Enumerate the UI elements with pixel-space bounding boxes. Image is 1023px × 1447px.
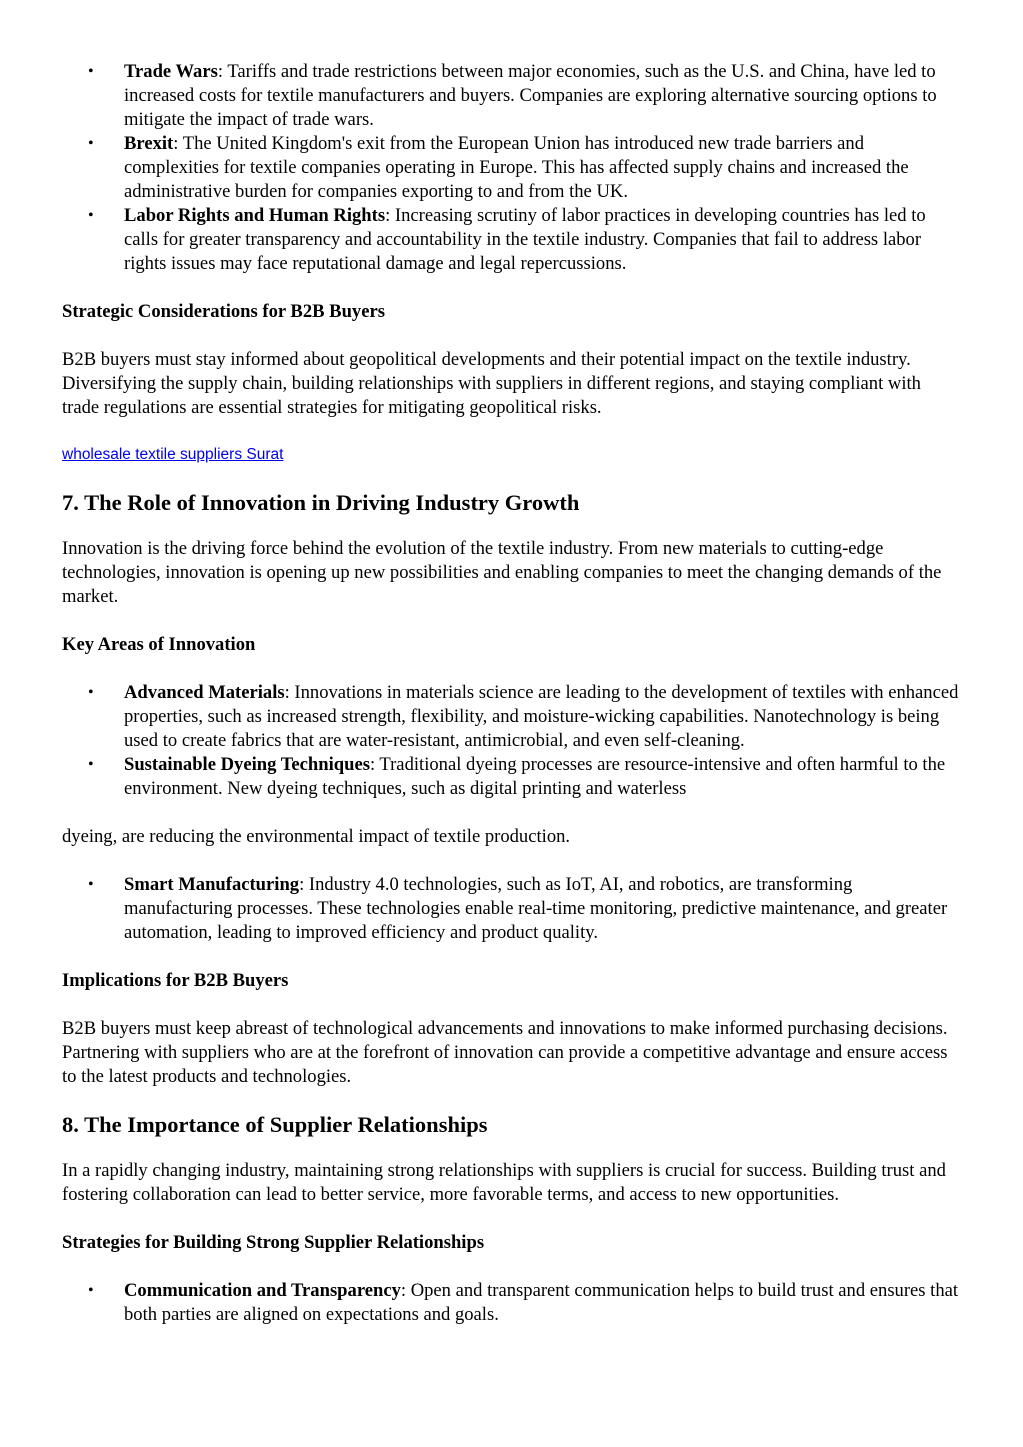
smart-manufacturing-list [62, 873, 962, 945]
list-item-term: Labor Rights and Human Rights [124, 205, 386, 226]
dyeing-continuation-paragraph: dyeing, are reducing the environmental impact of textile production. [62, 826, 571, 847]
bullet-icon: • [88, 135, 94, 152]
section-7-paragraph: Innovation is the driving force behind the evolution of the textile industry. From new materials to cutting-edge technologies, innovation is opening up new possibilities and enabling companies to meet the changing demands of the market. [62, 538, 942, 607]
bullet-icon: • [88, 207, 94, 224]
list-item-term: Brexit [124, 133, 174, 154]
list-item-term: Advanced Materials [124, 682, 285, 703]
section-7-title: 7. The Role of Innovation in Driving Industry Growth [62, 490, 580, 515]
list-item-text: : Industry 4.0 technologies, such as IoT, AI, and robotics, are transforming manufacturing processes. These technologies enable real-time monitoring, predictive maintenance, and greater automation, leading to improved efficiency and product quality. [124, 874, 948, 943]
list-item [62, 873, 962, 945]
implications-paragraph: B2B buyers must keep abreast of technological advancements and innovations to make informed purchasing decisions. Partnering with suppliers who are at the forefront of innovation can provide a competitive advantage and ensure access to the latest products and technologies. [62, 1018, 948, 1087]
geopolitical-factors-list [62, 60, 962, 276]
list-item-text: : Innovations in materials science are leading to the development of textiles with enhanced properties, such as increased strength, flexibility, and moisture-wicking capabilities. Nanotechnology is being used to create fabrics that are water-resistant, antimicrobial, and even self-cleaning. [124, 682, 959, 751]
supplier-strategies-list [62, 1279, 962, 1327]
list-item-term: Smart Manufacturing [124, 874, 300, 895]
implications-heading: Implications for B2B Buyers [62, 970, 289, 991]
list-item-text: : Tariffs and trade restrictions between major economies, such as the U.S. and China, have led to increased costs for textile manufacturers and buyers. Companies are exploring alternative sourcing options to mitigate the impact of trade wars. [124, 61, 937, 130]
strategic-considerations-paragraph: B2B buyers must stay informed about geopolitical developments and their potential impact on the textile industry. Diversifying the supply chain, building relationships with suppliers in different regions, and staying compliant with trade regulations are essential strategies for mitigating geopolitical risks. [62, 349, 921, 418]
list-item-term: Trade Wars [124, 61, 218, 82]
strategies-heading: Strategies for Building Strong Supplier Relationships [62, 1232, 485, 1253]
list-item-text: : The United Kingdom's exit from the European Union has introduced new trade barriers and complexities for textile companies operating in Europe. This has affected supply chains and increased the administrative burden for companies exporting to and from the UK. [124, 133, 909, 202]
strategic-considerations-heading: Strategic Considerations for B2B Buyers [62, 301, 385, 322]
list-item-term: Communication and Transparency [124, 1280, 401, 1301]
list-item [62, 1279, 962, 1327]
section-8-paragraph: In a rapidly changing industry, maintaining strong relationships with suppliers is crucial for success. Building trust and fostering collaboration can lead to better service, more favorable terms, and access to new opportunities. [62, 1160, 946, 1205]
bullet-icon: • [88, 1282, 94, 1299]
supplier-link[interactable]: wholesale textile suppliers Surat [62, 446, 284, 463]
list-item [62, 132, 962, 204]
list-item [62, 681, 962, 753]
list-item-text: : Traditional dyeing processes are resource-intensive and often harmful to the environment. New dyeing techniques, such as digital printing and waterless [124, 754, 946, 799]
document-page [62, 60, 962, 1327]
bullet-icon: • [88, 756, 94, 773]
list-item-term: Sustainable Dyeing Techniques [124, 754, 370, 775]
innovation-areas-list [62, 681, 962, 801]
bullet-icon: • [88, 684, 94, 701]
list-item-text: : Open and transparent communication helps to build trust and ensures that both parties are aligned on expectations and goals. [124, 1280, 959, 1325]
list-item [62, 753, 962, 801]
key-areas-heading: Key Areas of Innovation [62, 634, 256, 655]
bullet-icon: • [88, 63, 94, 80]
section-8-title: 8. The Importance of Supplier Relationships [62, 1112, 488, 1137]
list-item [62, 204, 962, 276]
bullet-icon: • [88, 876, 94, 893]
list-item [62, 60, 962, 132]
list-item-text: : Increasing scrutiny of labor practices in developing countries has led to calls for greater transparency and accountability in the textile industry. Companies that fail to address labor rights issues may face reputational damage and legal repercussions. [124, 205, 926, 274]
